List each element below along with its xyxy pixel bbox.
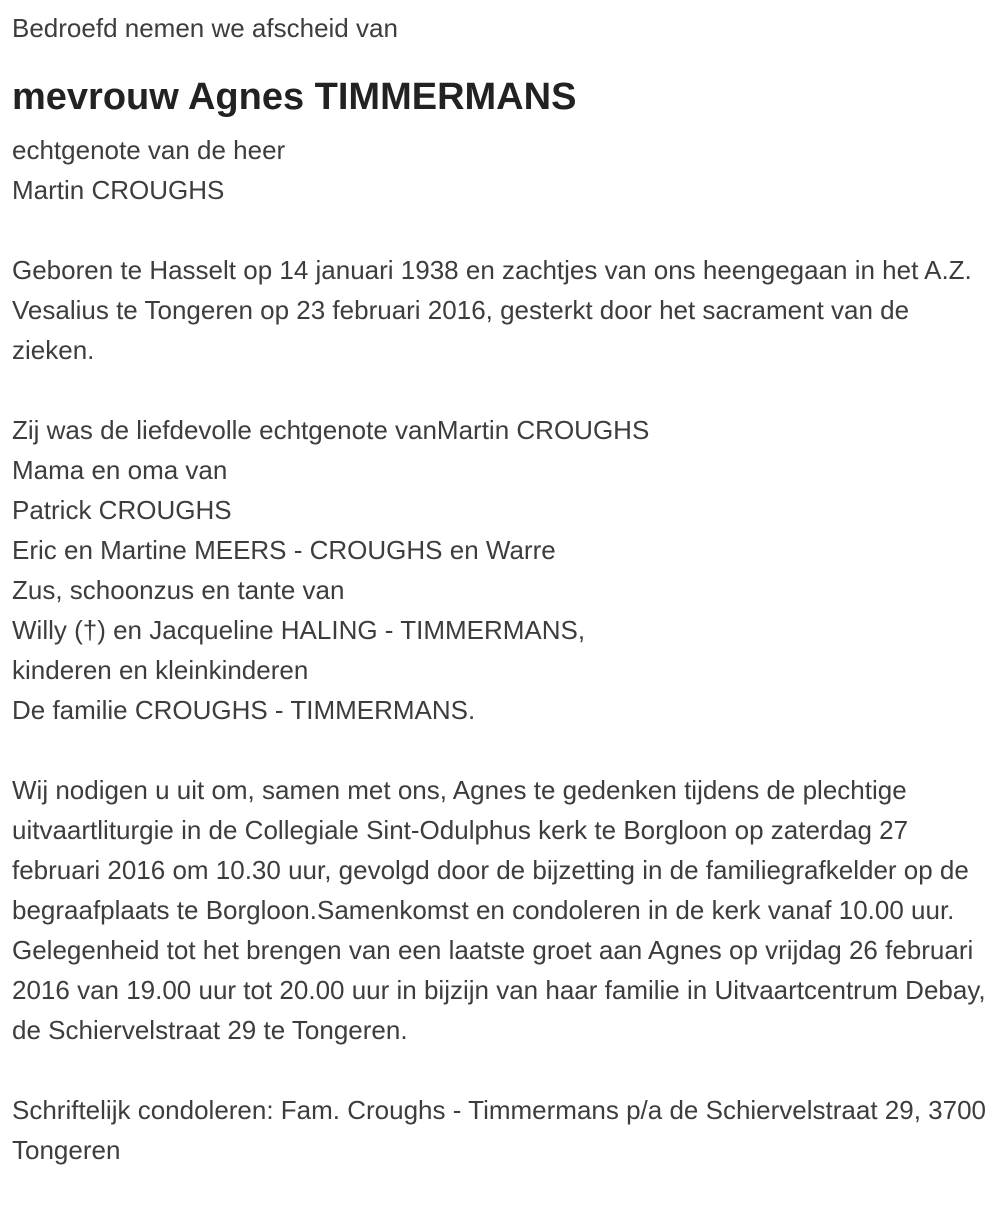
ceremony-paragraph: Gelegenheid tot het brengen van een laatste groet aan Agnes op vrijdag 26 februari 2016 van 19.00 uur tot 20.00 uur in bijzijn van haar familie in Uitvaartcentrum Debay, de Schiervelstraat 29 te Tongeren. [12, 935, 986, 1045]
spacer [12, 370, 986, 410]
ceremony-paragraph: Wij nodigen u uit om, samen met ons, Agnes te gedenken tijdens de plechtige uitvaartliturgie in de Collegiale Sint-Odulphus kerk te Borgloon op zaterdag 27 februari 2016 om 10.30 uur, gevolgd door de bijzetting in de familiegrafkelder op de begraafplaats te Borgloon.Samenkomst en condoleren in de kerk vanaf 10.00 uur. [12, 775, 969, 925]
family-line: Mama en oma van [12, 455, 228, 485]
birth-death-paragraph: Geboren te Hasselt op 14 januari 1938 en zachtjes van ons heengegaan in het A.Z. Vesalius te Tongeren op 23 februari 2016, gesterkt door het sacrament van de zieken. [12, 255, 972, 365]
condolence-paragraph: Schriftelijk condoleren: Fam. Croughs - Timmermans p/a de Schiervelstraat 29, 3700 Tongeren [12, 1095, 986, 1165]
family-line: Eric en Martine MEERS - CROUGHS en Warre [12, 535, 556, 565]
family-list [12, 410, 986, 730]
family-line: Patrick CROUGHS [12, 495, 232, 525]
family-line: Willy (†) en Jacqueline HALING - TIMMERMANS, [12, 615, 586, 645]
ceremony-section [12, 770, 986, 1050]
spacer [12, 1050, 986, 1090]
intro-text: Bedroefd nemen we afscheid van [12, 13, 398, 43]
family-line: Zus, schoonzus en tante van [12, 575, 345, 605]
family-line: kinderen en kleinkinderen [12, 655, 309, 685]
deceased-name-heading: mevrouw Agnes TIMMERMANS [12, 76, 577, 118]
family-line: Zij was de liefdevolle echtgenote vanMartin CROUGHS [12, 415, 650, 445]
relation-lines [12, 130, 986, 210]
spacer [12, 730, 986, 770]
relation-line: echtgenote van de heer [12, 135, 286, 165]
family-line: De familie CROUGHS - TIMMERMANS. [12, 695, 476, 725]
relation-line: Martin CROUGHS [12, 175, 225, 205]
spacer [12, 210, 986, 250]
